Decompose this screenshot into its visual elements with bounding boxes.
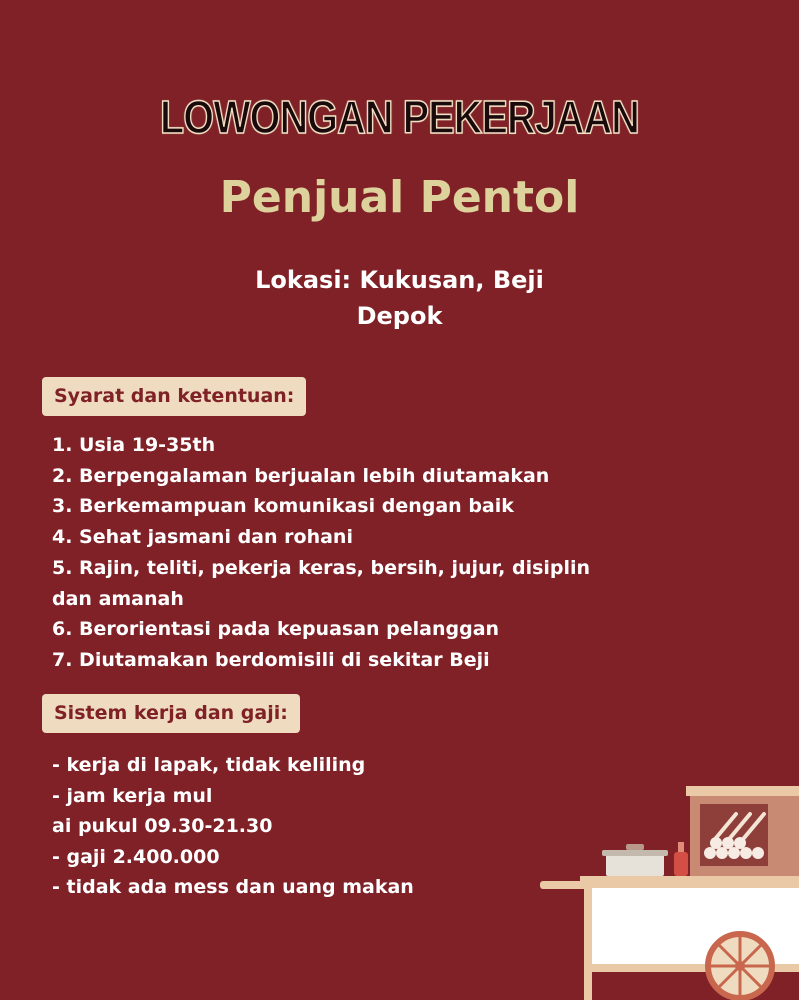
cart-pot: [606, 854, 664, 876]
location-block: [0, 262, 799, 334]
work-system-list: [52, 750, 532, 903]
sauce-bottle: [674, 852, 688, 876]
work-system-item: ai pukul 09.30-21.30: [52, 815, 273, 837]
cart-wheel: [708, 934, 772, 998]
work-system-item: - kerja di lapak, tidak keliling: [52, 754, 366, 776]
location-line-1: Lokasi: Kukusan, Beji: [255, 266, 544, 294]
job-title: Penjual Pentol: [219, 172, 580, 223]
requirement-item: 6. Berorientasi pada kepuasan pelanggan: [52, 618, 500, 641]
work-system-item: - jam kerja mul: [52, 784, 213, 807]
work-system-item: - gaji 2.400.000: [52, 845, 220, 868]
requirement-item: 3. Berkemampuan komunikasi dengan baik: [52, 495, 514, 518]
cart-counter: [580, 876, 799, 888]
location-line-2: Depok: [356, 302, 443, 330]
requirement-item: 4. Sehat jasmani dan rohani: [52, 526, 353, 549]
headline: LOWONGAN PEKERJAAN: [159, 91, 640, 143]
work-system-heading: Sistem kerja dan gaji:: [42, 694, 300, 733]
work-system-item: - tidak ada mess dan uang makan: [52, 876, 414, 898]
cart-roof: [686, 786, 799, 796]
food-cart-icon: [540, 780, 799, 1000]
cart-handle: [540, 881, 588, 889]
requirement-item: 2. Berpengalaman berjualan lebih diutamakan: [52, 464, 550, 487]
requirement-item: 1. Usia 19-35th: [52, 434, 216, 456]
requirements-list: [52, 430, 612, 676]
requirement-item: 5. Rajin, teliti, pekerja keras, bersih, jujur, disiplin dan amanah: [52, 556, 591, 610]
requirements-heading: Syarat dan ketentuan:: [42, 377, 306, 416]
requirement-item: 7. Diutamakan berdomisili di sekitar Beji: [52, 648, 490, 671]
